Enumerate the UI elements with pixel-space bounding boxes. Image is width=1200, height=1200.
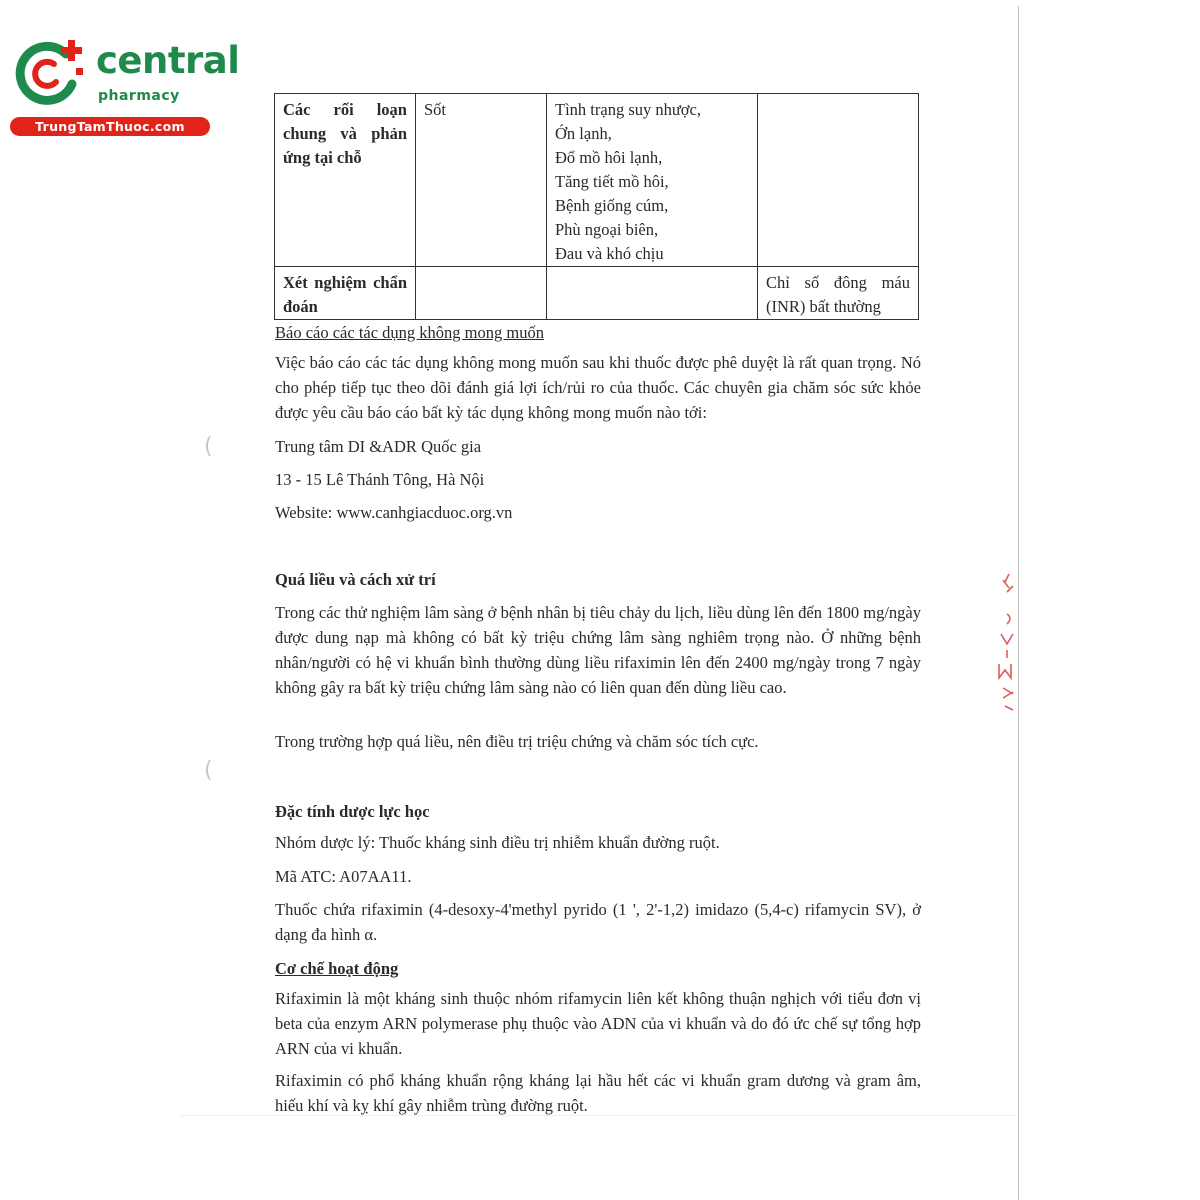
logo-website-badge[interactable]: TrungTamThuoc.com bbox=[10, 117, 210, 136]
report-paragraph: Việc báo cáo các tác dụng không mong muốn sau khi thuốc được phê duyệt là rất quan trọng. Nó cho phép tiếp tục theo dõi đánh giá lợi ích/rủi ro của thuốc. Các chuyên gia chăm sóc sức khỏe được yêu cầu báo cáo bất kỳ tác dụng không mong muốn nào tới: bbox=[275, 353, 921, 422]
logo-subtitle: pharmacy bbox=[98, 88, 180, 104]
table-cell-category: Các rối loạn chung và phản ứng tại chỗ bbox=[275, 94, 416, 267]
table-cell-line: Đau và khó chịu bbox=[555, 244, 664, 263]
table-cell-line: Đổ mồ hôi lạnh, bbox=[555, 148, 663, 167]
page-right-border bbox=[1018, 6, 1019, 1200]
composition-paragraph: Thuốc chứa rifaximin (4-desoxy-4'methyl pyrido (1 ', 2'-1,2) imidazo (5,4-c) rifamycin SV), ở dạng đa hình α. bbox=[275, 900, 921, 944]
table-cell-line: Tăng tiết mồ hôi, bbox=[555, 172, 669, 191]
atc-code: Mã ATC: A07AA11. bbox=[275, 867, 412, 886]
pharmacological-group: Nhóm dược lý: Thuốc kháng sinh điều trị nhiễm khuẩn đường ruột. bbox=[275, 833, 720, 852]
central-pharmacy-logo[interactable] bbox=[10, 38, 240, 138]
table-cell-rare bbox=[758, 94, 919, 267]
mechanism-heading: Cơ chế hoạt động bbox=[275, 959, 399, 978]
table-cell-line: Phù ngoại biên, bbox=[555, 220, 659, 239]
overdose-management: Trong trường hợp quá liều, nên điều trị triệu chứng và chăm sóc tích cực. bbox=[275, 732, 759, 751]
spectrum-paragraph: Rifaximin có phổ kháng khuẩn rộng kháng lại hầu hết các vi khuẩn gram dương và gram âm, hiếu khí và kỵ khí gây nhiễm trùng đường ruột. bbox=[275, 1071, 921, 1115]
table-cell-line: Tình trạng suy nhược, bbox=[555, 100, 701, 119]
logo-brand-name: central bbox=[96, 39, 240, 82]
report-center: Trung tâm DI &ADR Quốc gia bbox=[275, 437, 482, 456]
punch-hole-mark: ( bbox=[204, 434, 213, 459]
punch-hole-mark: ( bbox=[204, 758, 213, 783]
mechanism-paragraph: Rifaximin là một kháng sinh thuộc nhóm rifamycin liên kết không thuận nghịch với tiểu đơn vị beta của enzym ARN polymerase phụ thuộc vào ADN của vi khuẩn và do đó ức chế sự tổng hợp ARN của vi khuẩn. bbox=[275, 989, 921, 1058]
table-cell-common bbox=[416, 94, 547, 267]
table-row bbox=[275, 94, 919, 267]
overdose-heading: Quá liều và cách xử trí bbox=[275, 570, 436, 589]
adverse-effects-table bbox=[274, 93, 919, 320]
table-cell-common bbox=[416, 267, 547, 320]
report-address: 13 - 15 Lê Thánh Tông, Hà Nội bbox=[275, 470, 485, 489]
table-cell-line: Sốt bbox=[424, 100, 447, 119]
table-cell-category: Xét nghiệm chẩn đoán bbox=[275, 267, 416, 320]
table-cell-uncommon bbox=[547, 267, 758, 320]
table-cell-rare: Chỉ số đông máu (INR) bất thường bbox=[758, 267, 919, 320]
report-heading: Báo cáo các tác dụng không mong muốn bbox=[275, 323, 544, 342]
page-bottom-divider bbox=[180, 1115, 1015, 1116]
pharmacy-logo-icon bbox=[10, 38, 88, 110]
table-cell-line: Bệnh giống cúm, bbox=[555, 196, 669, 215]
report-website: Website: www.canhgiacduoc.org.vn bbox=[275, 503, 513, 522]
pharmacodynamics-heading: Đặc tính dược lực học bbox=[275, 802, 430, 821]
table-row bbox=[275, 267, 919, 320]
table-cell-line: Ớn lạnh, bbox=[555, 124, 612, 143]
overdose-paragraph: Trong các thử nghiệm lâm sàng ở bệnh nhân bị tiêu chảy du lịch, liều dùng lên đến 1800 mg/ngày được dung nạp mà không có bất kỳ triệu chứng lâm sàng nghiêm trọng nào. Ở những bệnh nhân/người có hệ vi khuẩn bình thường dùng liều rifaximin lên đến 2400 mg/ngày trong 7 ngày không gây ra bất kỳ triệu chứng lâm sàng nào có liên quan đến dùng liều cao. bbox=[275, 603, 921, 697]
table-cell-uncommon bbox=[547, 94, 758, 267]
